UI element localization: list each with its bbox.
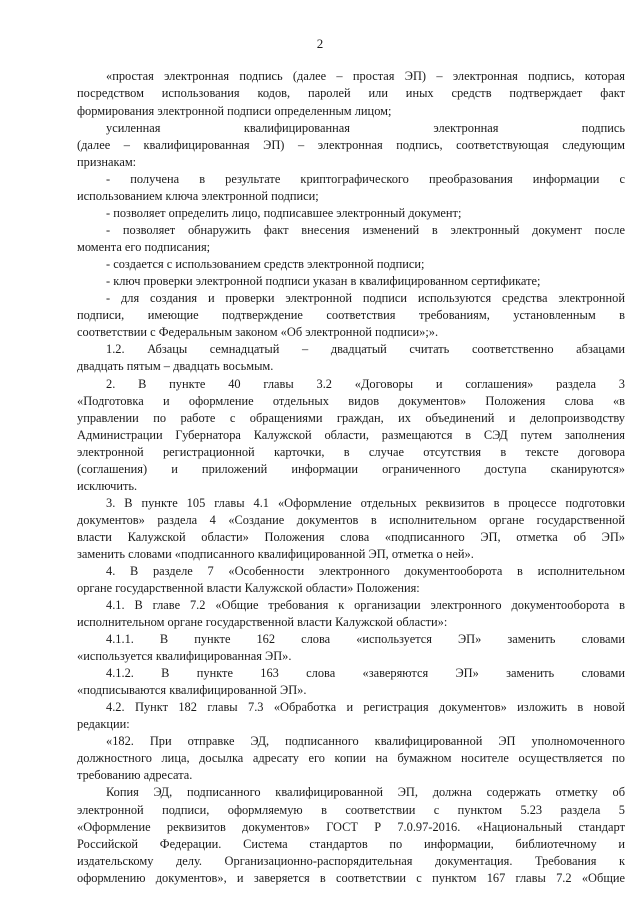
text-line: электронной подписи, оформляемую в соответствии с пунктом 5.23 раздела 5 bbox=[77, 803, 625, 817]
text-line: - ключ проверки электронной подписи указан в квалифицированном сертификате; bbox=[106, 274, 541, 288]
text-line: 4.1.2. В пункте 163 слова «заверяются ЭП» заменить словами bbox=[106, 666, 625, 680]
text-line: посредством использования кодов, паролей или иных средств подтверждает факт bbox=[77, 86, 625, 100]
text-line: управлении по работе с обращениями граждан, их объединений и делопроизводству bbox=[77, 411, 625, 425]
text-line: 4. В разделе 7 «Особенности электронного документооборота в исполнительном bbox=[106, 564, 625, 578]
text-line: (далее – квалифицированная ЭП) – электронная подпись, соответствующая следующим bbox=[77, 138, 625, 152]
text-line: - создается с использованием средств электронной подписи; bbox=[106, 257, 425, 271]
text-line: «Подготовка и оформление отдельных видов документов» Положения слова «в bbox=[77, 394, 625, 408]
text-line: 3. В пункте 105 главы 4.1 «Оформление отдельных реквизитов в процессе подготовки bbox=[106, 496, 625, 510]
text-line: «182. При отправке ЭД, подписанного квалифицированной ЭП уполномоченного bbox=[106, 734, 625, 748]
text-line: «простая электронная подпись (далее – простая ЭП) – электронная подпись, которая bbox=[106, 69, 625, 83]
text-line: редакции: bbox=[77, 717, 130, 731]
text-line: «Оформление реквизитов документов» ГОСТ Р 7.0.97-2016. «Национальный стандарт bbox=[77, 820, 625, 834]
text-line: усиленная квалифицированная электронная подпись bbox=[106, 121, 625, 135]
text-line: исключить. bbox=[77, 479, 138, 493]
text-line: должностного лица, досылка адресату его копии на бумажном носителе осуществляется по bbox=[77, 751, 625, 765]
text-line: двадцать пятым – двадцать восьмым. bbox=[77, 359, 274, 373]
text-line: органе государственной власти Калужской области» Положения: bbox=[77, 581, 420, 595]
text-line: оформлению документов», и заверяется в соответствии с пунктом 167 главы 7.2 «Общие bbox=[77, 871, 625, 885]
text-line: Копия ЭД, подписанного квалифицированной ЭП, должна содержать отметку об bbox=[106, 785, 625, 799]
text-line: (соглашения) и приложений информации ограниченного доступа сканируются» bbox=[77, 462, 625, 476]
text-line: документов» раздела 4 «Создание документов в исполнительном органе государственной bbox=[77, 513, 625, 527]
text-line: Администрации Губернатора Калужской области, размещаются в СЭД путем заполнения bbox=[77, 428, 625, 442]
text-line: использованием ключа электронной подписи; bbox=[77, 189, 319, 203]
text-line: - для создания и проверки электронной подписи используются средства электронной bbox=[106, 291, 625, 305]
text-line: власти Калужской области» Положения слова «подписанного ЭП, отметка об ЭП» bbox=[77, 530, 625, 544]
text-line: - получена в результате криптографического преобразования информации с bbox=[106, 172, 625, 186]
text-line: 4.1. В главе 7.2 «Общие требования к организации электронного документооборота в bbox=[106, 598, 625, 612]
text-line: соответствии с Федеральным законом «Об электронной подписи»;». bbox=[77, 325, 439, 339]
text-line: «используется квалифицированная ЭП». bbox=[77, 649, 292, 663]
text-line: 2. В пункте 40 главы 3.2 «Договоры и соглашения» раздела 3 bbox=[106, 377, 625, 391]
text-line: 4.2. Пункт 182 главы 7.3 «Обработка и регистрация документов» изложить в новой bbox=[106, 700, 625, 714]
text-line: формирования электронной подписи определенным лицом; bbox=[77, 104, 392, 118]
text-line: «подписываются квалифицированной ЭП». bbox=[77, 683, 307, 697]
text-line: заменить словами «подписанного квалифицированной ЭП, отметка о ней». bbox=[77, 547, 474, 561]
text-line: исполнительном органе государственной власти Калужской области»: bbox=[77, 615, 448, 629]
text-line: признакам: bbox=[77, 155, 137, 169]
text-line: момента его подписания; bbox=[77, 240, 211, 254]
text-line: Российской Федерации. Система стандартов по информации, библиотечному и bbox=[77, 837, 625, 851]
text-line: требованию адресата. bbox=[77, 768, 193, 782]
text-line: электронной регистрационной карточки, в случае отсутствия в тексте договора bbox=[77, 445, 625, 459]
text-line: - позволяет обнаружить факт внесения изменений в электронный документ после bbox=[106, 223, 625, 237]
text-line: 4.1.1. В пункте 162 слова «используется ЭП» заменить словами bbox=[106, 632, 625, 646]
text-line: издательскому делу. Организационно-распорядительная документация. Требования к bbox=[77, 854, 625, 868]
text-line: - позволяет определить лицо, подписавшее электронный документ; bbox=[106, 206, 462, 220]
text-line: подписи, имеющие подтверждение соответствия требованиям, установленным в bbox=[77, 308, 625, 322]
text-line: 1.2. Абзацы семнадцатый – двадцатый считать соответственно абзацами bbox=[106, 342, 625, 356]
page-number: 2 bbox=[316, 36, 324, 51]
